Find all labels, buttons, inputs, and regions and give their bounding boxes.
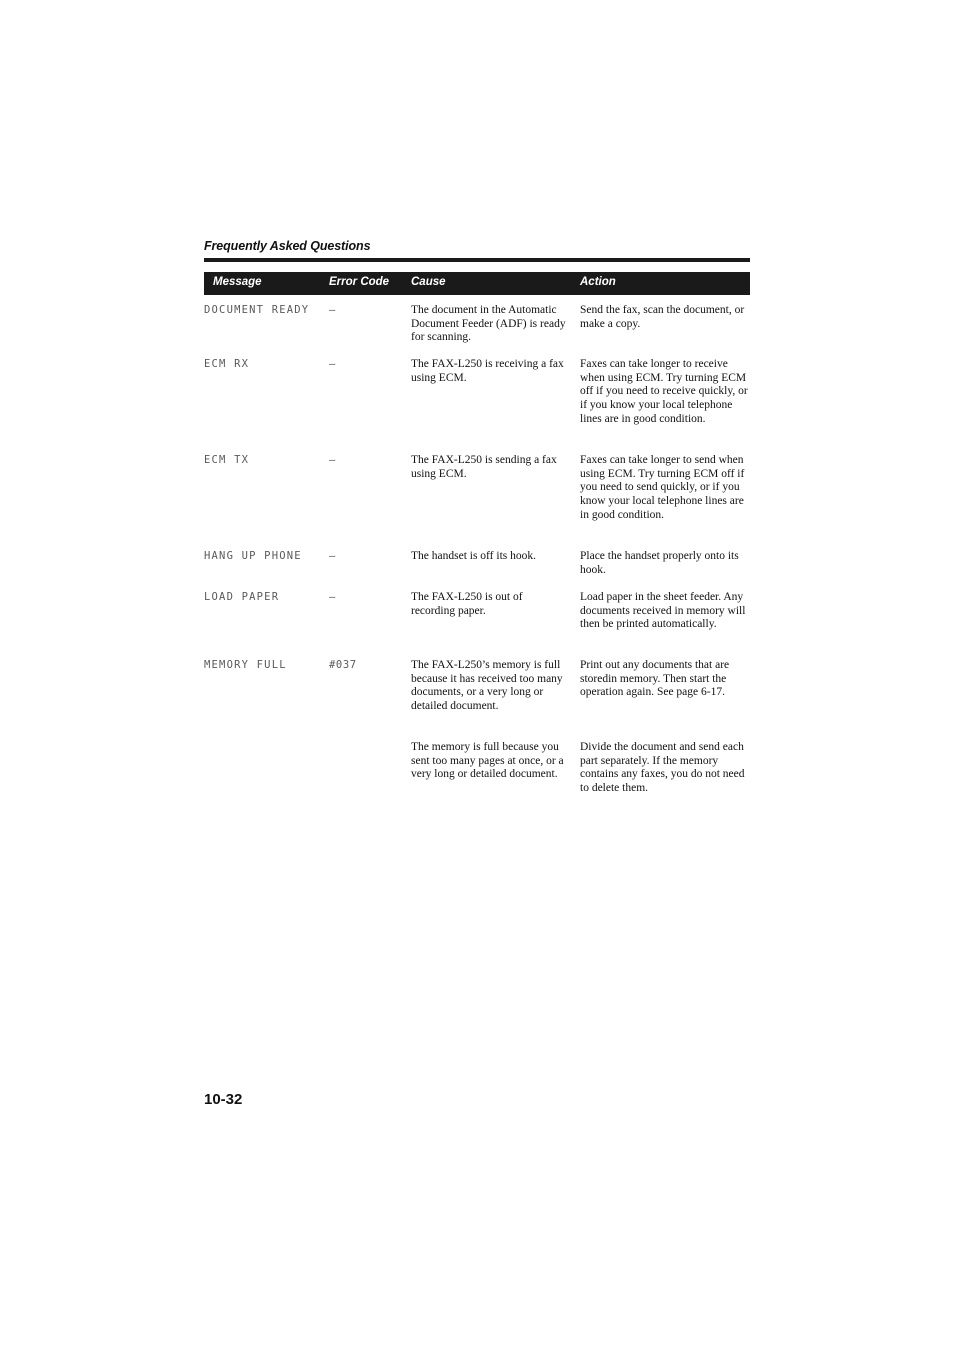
message-cell: HANG UP PHONE [204,550,302,562]
message-cell: LOAD PAPER [204,591,280,603]
action-cell: Divide the document and send each part separately. If the memory contains any faxes, you do not need to delete them. [580,741,745,795]
section-title: Frequently Asked Questions [204,239,371,253]
message-cell: ECM RX [204,358,250,370]
cause-cell: The FAX-L250 is out of recording paper. [411,591,523,617]
message-cell: DOCUMENT READY [204,304,310,316]
action-cell: Send the fax, scan the document, or make a copy. [580,304,745,330]
action-cell: Place the handset properly onto its hook. [580,550,739,576]
message-cell: ECM TX [204,454,250,466]
header-message: Message [213,276,262,288]
cause-cell: The FAX-L250’s memory is full because it has received too many documents, or a very long or detailed document. [411,659,563,713]
header-error-code: Error Code [329,276,390,288]
cause-cell: The document in the Automatic Document Feeder (ADF) is ready for scanning. [411,304,566,344]
error-code-cell: #037 [329,659,357,671]
error-code-cell: – [329,454,336,466]
action-cell: Faxes can take longer to receive when using ECM. Try turning ECM off if you need to receive quickly, or if you know your local telephone lines are in good condition. [580,358,748,425]
message-cell: MEMORY FULL [204,659,287,671]
cause-cell: The handset is off its hook. [411,550,536,562]
cause-cell: The FAX-L250 is receiving a fax using ECM. [411,358,564,384]
action-cell: Faxes can take longer to send when using ECM. Try turning ECM off if you need to send quickly, or if you know your local telephone lines are in good condition. [580,454,745,521]
action-cell: Print out any documents that are storedin memory. Then start the operation again. See page 6-17. [580,659,730,699]
table-header [204,272,750,295]
cause-cell: The FAX-L250 is sending a fax using ECM. [411,454,557,480]
header-cause: Cause [411,276,446,288]
page-number: 10-32 [204,1091,243,1108]
action-cell: Load paper in the sheet feeder. Any documents received in memory will then be printed automatically. [580,591,746,631]
error-code-cell: – [329,304,336,316]
header-action: Action [580,276,616,288]
error-code-cell: – [329,550,336,562]
error-code-cell: – [329,358,336,370]
header-rule [204,258,750,262]
error-code-cell: – [329,591,336,603]
cause-cell: The memory is full because you sent too many pages at once, or a very long or detailed document. [411,741,564,781]
